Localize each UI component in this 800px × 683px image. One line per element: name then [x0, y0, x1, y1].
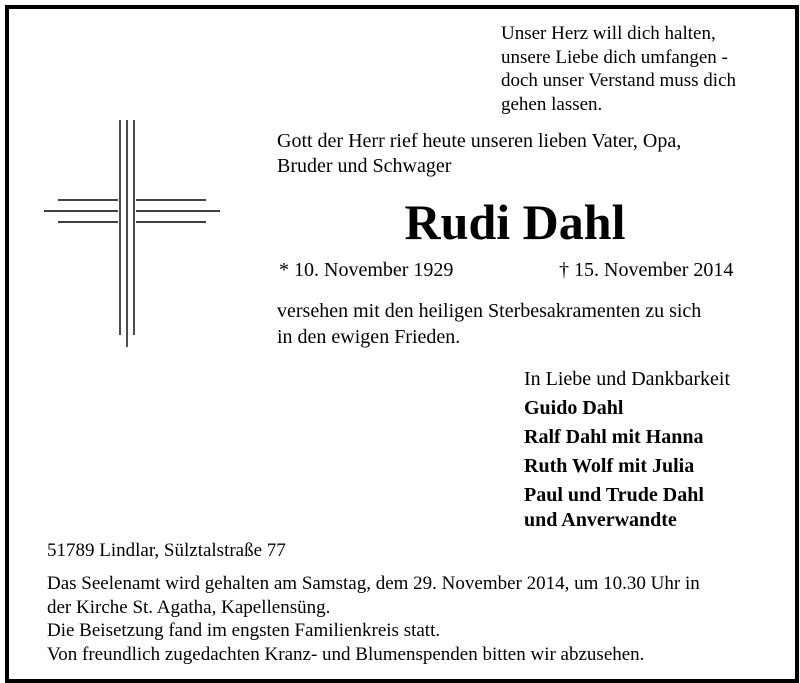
intro-line: Gott der Herr rief heute unseren lieben Vater, Opa, [277, 130, 682, 152]
poem-line: unsere Liebe dich umfangen - [501, 46, 728, 68]
sacraments-line: in den ewigen Frieden. [277, 326, 461, 348]
sacraments-text [277, 298, 701, 350]
intro-line: Bruder und Schwager [277, 155, 452, 177]
intro-text [277, 129, 681, 179]
notice-line: der Kirche St. Agatha, Kapellensüng. [47, 596, 331, 618]
notice-line: Das Seelenamt wird gehalten am Samstag, dem 29. November 2014, um 10.30 Uhr in [47, 573, 700, 594]
mourner-name: Paul und Trude Dahl [524, 484, 704, 506]
mourner-name: Ralf Dahl mit Hanna [524, 426, 704, 448]
family-address: 51789 Lindlar, Sülztalstraße 77 [47, 540, 286, 561]
service-notice [47, 572, 700, 667]
poem [501, 22, 736, 116]
poem-line: gehen lassen. [501, 93, 603, 115]
notice-line: Von freundlich zugedachten Kranz- und Blumenspenden bitten wir abzusehen. [47, 644, 645, 666]
poem-line: Unser Herz will dich halten, [501, 23, 716, 44]
death-date: † 15. November 2014 [559, 259, 734, 281]
sacraments-line: versehen mit den heiligen Sterbesakramenten zu sich [277, 300, 702, 322]
notice-line: Die Beisetzung fand im engsten Familienkreis statt. [47, 620, 441, 642]
mourner-name: Ruth Wolf mit Julia [524, 455, 695, 477]
deceased-name: Rudi Dahl [404, 194, 626, 250]
mourner-name: Guido Dahl [524, 397, 624, 419]
birth-date: * 10. November 1929 [279, 259, 454, 281]
mourners-intro: In Liebe und Dankbarkeit [524, 368, 731, 390]
mourner-name: und Anverwandte [524, 509, 677, 531]
poem-line: doch unser Verstand muss dich [501, 70, 737, 91]
